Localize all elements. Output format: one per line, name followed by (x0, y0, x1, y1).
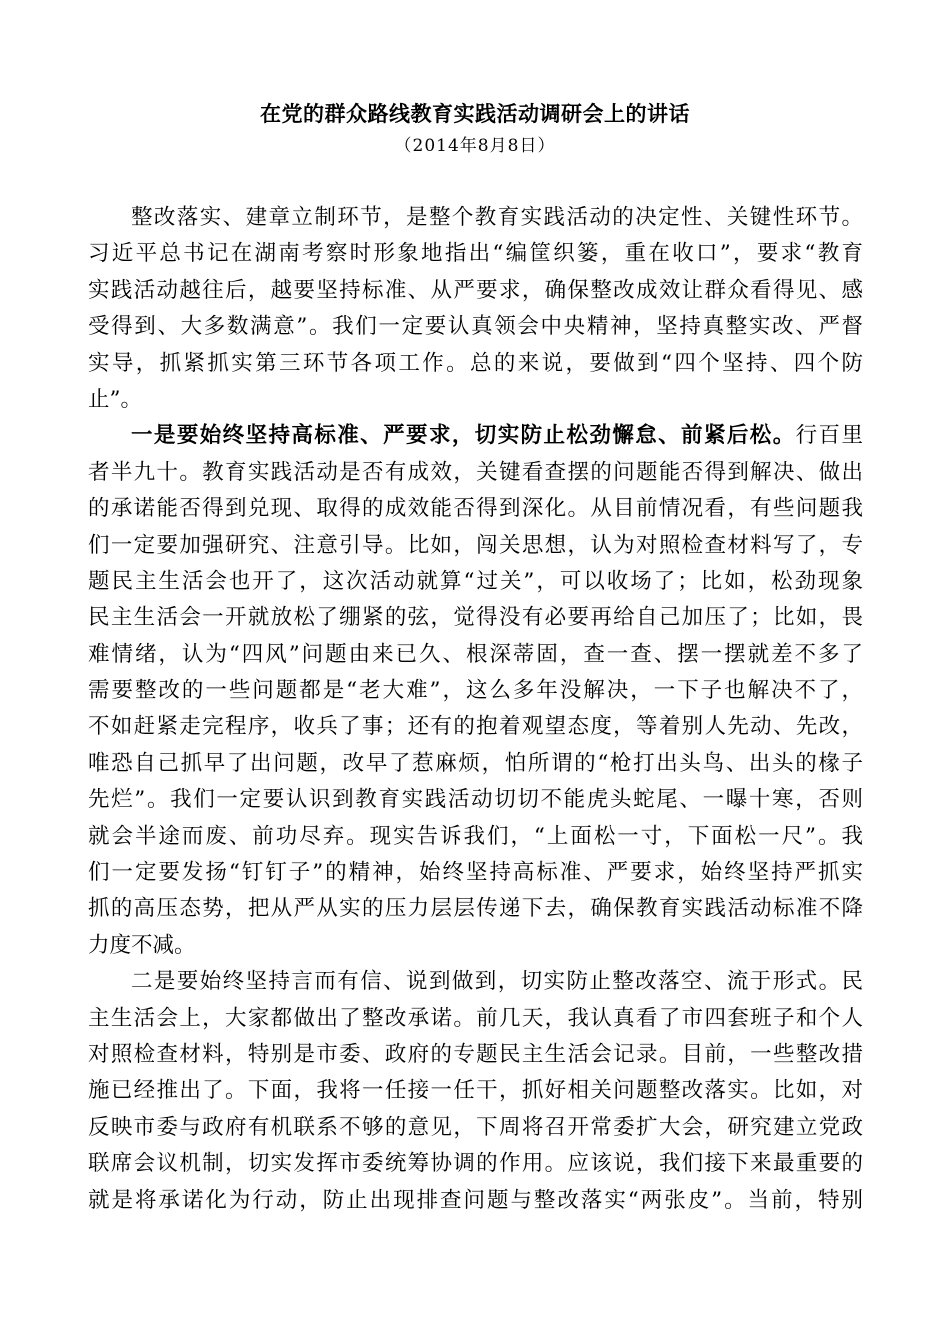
paragraph-1 (88, 200, 863, 418)
paragraph-2 (88, 418, 863, 964)
paragraph-line: 需要整改的一些问题都是“老大难”，这么多年没解决，一下子也解决不了， (88, 678, 863, 704)
paragraph-line: 联席会议机制，切实发挥市委统筹协调的作用。应该说，我们接下来最重要的 (88, 1151, 863, 1177)
paragraph-line: 力度不减。 (88, 932, 196, 958)
paragraph-line: 对照检查材料，特别是市委、政府的专题民主生活会记录。目前，一些整改措 (88, 1041, 863, 1067)
paragraph-line: 主生活会上，大家都做出了整改承诺。前几天，我认真看了市四套班子和个人 (88, 1005, 863, 1031)
paragraph-line: 反映市委与政府有机联系不够的意见，下周将召开常委扩大会，研究建立党政 (88, 1114, 863, 1140)
paragraph-line: 就会半途而废、前功尽弃。现实告诉我们，“上面松一寸，下面松一尺”。我 (88, 823, 863, 849)
paragraph-line: 不如赶紧走完程序，收兵了事；还有的抱着观望态度，等着别人先动、先改， (88, 714, 863, 740)
document-title: 在党的群众路线教育实践活动调研会上的讲话 (260, 101, 690, 126)
paragraph-3 (88, 964, 863, 1219)
paragraph-line: 实践活动越往后，越要坚持标准、从严要求，确保整改成效让群众看得见、感 (88, 277, 863, 303)
paragraph-line: 唯恐自己抓早了出问题，改早了惹麻烦，怕所谓的“枪打出头鸟、出头的椽子 (88, 750, 863, 776)
paragraph-line: 们一定要发扬“钉钉子”的精神，始终坚持高标准、严要求，始终坚持严抓实 (88, 860, 863, 886)
paragraph-line: 民主生活会一开就放松了绷紧的弦，觉得没有必要再给自己加压了；比如，畏 (88, 605, 863, 631)
paragraph-line: 先烂”。我们一定要认识到教育实践活动切切不能虎头蛇尾、一曝十寒，否则 (88, 787, 863, 813)
paragraph-line: 施已经推出了。下面，我将一任接一任干，抓好相关问题整改落实。比如，对 (88, 1078, 863, 1104)
document-date: （2014年8月8日） (394, 136, 556, 156)
paragraph-line: 二是要始终坚持言而有信、说到做到，切实防止整改落空、流于形式。民 (131, 969, 863, 995)
paragraph-line: 受得到、大多数满意”。我们一定要认真领会中央精神，坚持真整实改、严督 (88, 314, 863, 340)
paragraph-line: 就是将承诺化为行动，防止出现排查问题与整改落实“两张皮”。当前，特别 (88, 1187, 863, 1213)
paragraph-line: 习近平总书记在湖南考察时形象地指出“编筐织篓，重在收口”，要求“教育 (88, 241, 863, 267)
document-body (88, 200, 863, 1219)
paragraph-line: 题民主生活会也开了，这次活动就算“过关”，可以收场了；比如，松劲现象 (88, 568, 863, 594)
paragraph-line: 们一定要加强研究、注意引导。比如，闯关思想，认为对照检查材料写了，专 (88, 532, 863, 558)
paragraph-heading: 一是要始终坚持高标准、严要求，切实防止松劲懈怠、前紧后松。 (131, 423, 796, 449)
paragraph-line: 实导，抓紧抓实第三环节各项工作。总的来说，要做到“四个坚持、四个防 (88, 350, 863, 376)
paragraph-first-line (88, 418, 863, 454)
paragraph-line: 难情绪，认为“四风”问题由来已久、根深蒂固，查一查、摆一摆就差不多了 (88, 641, 863, 667)
paragraph-heading-continuation: 行百里 (795, 423, 863, 449)
paragraph-line: 者半九十。教育实践活动是否有成效，关键看查摆的问题能否得到解决、做出 (88, 459, 863, 485)
paragraph-line: 的承诺能否得到兑现、取得的成效能否得到深化。从目前情况看，有些问题我 (88, 496, 863, 522)
paragraph-line: 整改落实、建章立制环节，是整个教育实践活动的决定性、关键性环节。 (131, 205, 863, 230)
paragraph-line: 抓的高压态势，把从严从实的压力层层传递下去，确保教育实践活动标准不降 (88, 896, 863, 922)
paragraph-line: 止”。 (88, 386, 142, 412)
